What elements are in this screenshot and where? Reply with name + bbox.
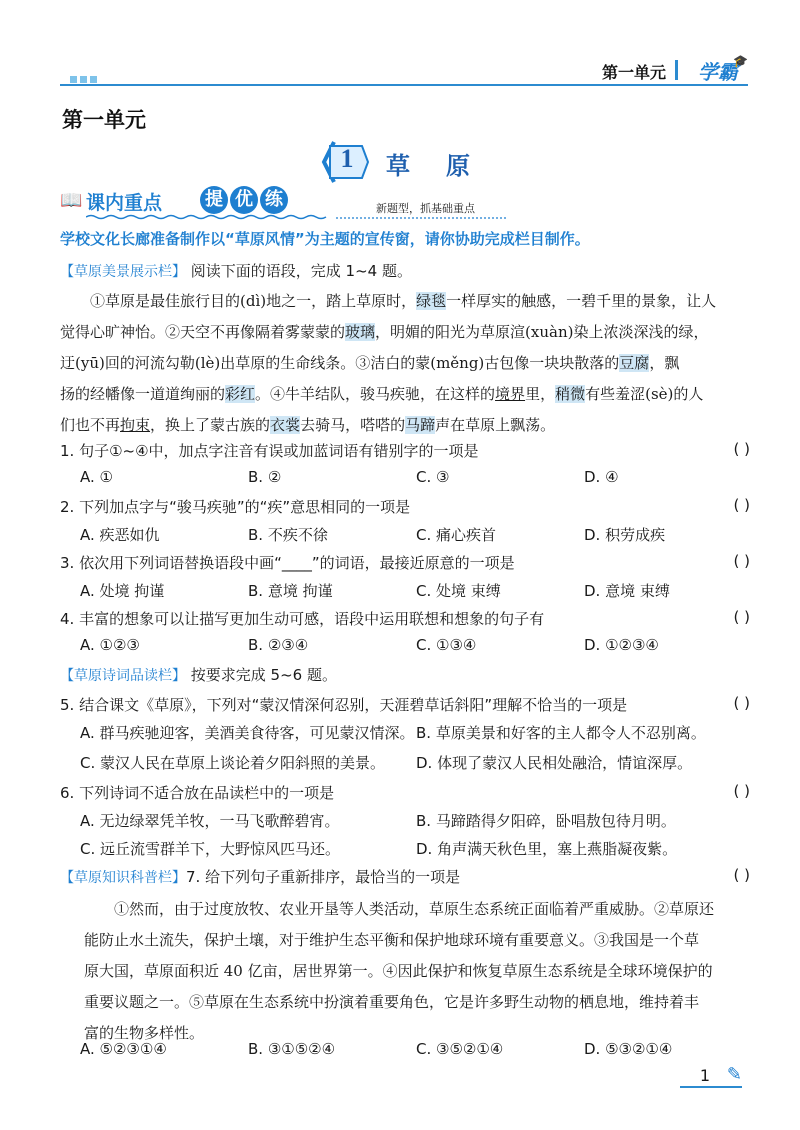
- question-2: 2. 下列加点字与“骏马疾驰”的“疾”意思相同的一项是 ( ): [60, 496, 750, 516]
- section-heading: [60, 186, 475, 216]
- option[interactable]: A. ①: [80, 468, 113, 486]
- lesson-number: 1: [340, 144, 354, 173]
- page-header: [60, 56, 748, 86]
- block2-instruction: 按要求完成 5~6 题。: [190, 666, 337, 684]
- graduation-cap-icon: 🎓: [733, 54, 748, 68]
- section-tag: 新题型，抓基础重点: [376, 202, 475, 215]
- section-pill-1: 提: [200, 186, 228, 214]
- header-unit-label: 第一单元: [601, 63, 666, 82]
- option[interactable]: A. 无边绿翠凭羊牧，一马飞歌醉碧宵。: [80, 812, 340, 830]
- question-5: 5. 结合课文《草原》，下列对“蒙汉情深何忍别，天涯碧草话斜阳”理解不恰当的一项是 ( ): [60, 694, 750, 714]
- option[interactable]: C. 痛心疾首: [416, 526, 497, 544]
- option[interactable]: A. 处境 拘谨: [80, 582, 165, 600]
- footer-rule: [680, 1086, 742, 1088]
- block2-label: 【草原诗词品读栏】: [60, 668, 186, 684]
- block1-label: 【草原美景展示栏】: [60, 264, 186, 280]
- passage-line-4: 扬的经幡像一道道绚丽的彩红。④牛羊结队，骏马疾驰，在这样的境界里，稍微有些羞涩(sè)的人: [60, 385, 704, 403]
- header-rule: [60, 84, 748, 86]
- option[interactable]: A. 疾恶如仇: [80, 526, 160, 544]
- passage-line-2: 觉得心旷神怡。②天空不再像隔着雾蒙蒙的玻璃，明媚的阳光为草原渲(xuàn)染上浓淡深浅的绿，: [60, 323, 709, 341]
- section-pill-3: 练: [260, 186, 288, 214]
- unit-title: 第一单元: [62, 108, 146, 132]
- section-title: 课内重点: [86, 192, 163, 214]
- block1-heading: [60, 260, 412, 281]
- header-divider: [675, 60, 678, 80]
- option[interactable]: D. ⑤③②①④: [584, 1040, 673, 1058]
- option[interactable]: D. 意境 束缚: [584, 582, 670, 600]
- brand-logo: 学霸: [698, 60, 738, 84]
- question-1: 1. 句子①~④中，加点字注音有误或加蓝词语有错别字的一项是 ( ): [60, 440, 750, 460]
- option[interactable]: B. ③①⑤②④: [248, 1040, 336, 1058]
- option[interactable]: D. ④: [584, 468, 619, 486]
- option[interactable]: C. ③⑤②①④: [416, 1040, 504, 1058]
- option[interactable]: C. 处境 束缚: [416, 582, 501, 600]
- sentence-ordering-text: [84, 894, 744, 1049]
- option[interactable]: C. ③: [416, 468, 450, 486]
- option[interactable]: C. 蒙汉人民在草原上谈论着夕阳斜照的美景。: [80, 754, 386, 772]
- option[interactable]: D. 体现了蒙汉人民相处融洽，情谊深厚。: [416, 754, 693, 772]
- question-7: 【草原知识科普栏】7. 给下列句子重新排序，最恰当的一项是 ( ): [60, 866, 750, 886]
- block2-heading: [60, 664, 337, 685]
- text-line: 原大国，草原面积近 40 亿亩，居世界第一。④因此保护和恢复草原生态系统是全球环境保护的: [84, 962, 713, 980]
- option[interactable]: D. ①②③④: [584, 636, 659, 654]
- option[interactable]: C. 远丘流雪群羊下，大野惊风匹马还。: [80, 840, 341, 858]
- option[interactable]: B. ②: [248, 468, 282, 486]
- text-line: ①然而，由于过度放牧、农业开垦等人类活动，草原生态系统正面临着严重威胁。②草原还: [114, 900, 715, 918]
- lesson-name: 草原: [386, 152, 506, 180]
- option[interactable]: B. 意境 拘谨: [248, 582, 333, 600]
- question-4: 4. 丰富的想象可以让描写更加生动可感，语段中运用联想和想象的句子有 ( ): [60, 608, 750, 628]
- section-pill-2: 优: [230, 186, 258, 214]
- text-line: 重要议题之一。⑤草原在生态系统中扮演着重要角色，它是许多野生动物的栖息地，维持着丰: [84, 993, 700, 1011]
- option[interactable]: A. ⑤②③①④: [80, 1040, 167, 1058]
- option[interactable]: B. 马蹄踏得夕阳碎，卧唱敖包待月明。: [416, 812, 676, 830]
- option[interactable]: B. ②③④: [248, 636, 309, 654]
- page-number: 1: [699, 1066, 710, 1085]
- passage-line-1: ①草原是最佳旅行目的(dì)地之一，踏上草原时，绿毯一样厚实的触感，一碧千里的景象，让人: [90, 292, 717, 310]
- option[interactable]: A. ①②③: [80, 636, 140, 654]
- text-line: 能防止水土流失，保护土壤，对于维护生态平衡和保护地球环境有重要意义。③我国是一个草: [84, 931, 700, 949]
- pencil-icon: ✎: [726, 1064, 742, 1085]
- text-line: 富的生物多样性。: [84, 1024, 205, 1042]
- block1-instruction: 阅读下面的语段，完成 1~4 题。: [190, 262, 412, 280]
- option[interactable]: D. 角声满天秋色里，塞上燕脂凝夜紫。: [416, 840, 678, 858]
- reading-passage: [60, 286, 750, 441]
- option[interactable]: C. ①③④: [416, 636, 477, 654]
- option[interactable]: B. 草原美景和好客的主人都令人不忍别离。: [416, 724, 706, 742]
- block3-label: 【草原知识科普栏】: [60, 870, 186, 886]
- option[interactable]: A. 群马疾驰迎客，美酒美食待客，可见蒙汉情深。: [80, 724, 415, 742]
- question-3: 3. 依次用下列词语替换语段中画“____”的词语，最接近原意的一项是 ( ): [60, 552, 750, 572]
- intro-text: 学校文化长廊准备制作以“草原风情”为主题的宣传窗，请你协助完成栏目制作。: [60, 230, 590, 248]
- option[interactable]: B. 不疾不徐: [248, 526, 328, 544]
- question-6: 6. 下列诗词不适合放在品读栏中的一项是 ( ): [60, 782, 750, 802]
- passage-line-5: 们也不再拘束，换上了蒙古族的衣裳去骑马，嗒嗒的马蹄声在草原上飘荡。: [60, 416, 556, 434]
- option[interactable]: D. 积劳成疾: [584, 526, 666, 544]
- passage-line-3: 迂(yū)回的河流勾勒(lè)出草原的生命线条。③洁白的蒙(měng)古包像一块块散落的豆腐，飘: [60, 354, 680, 372]
- open-book-icon: 📖: [60, 190, 83, 211]
